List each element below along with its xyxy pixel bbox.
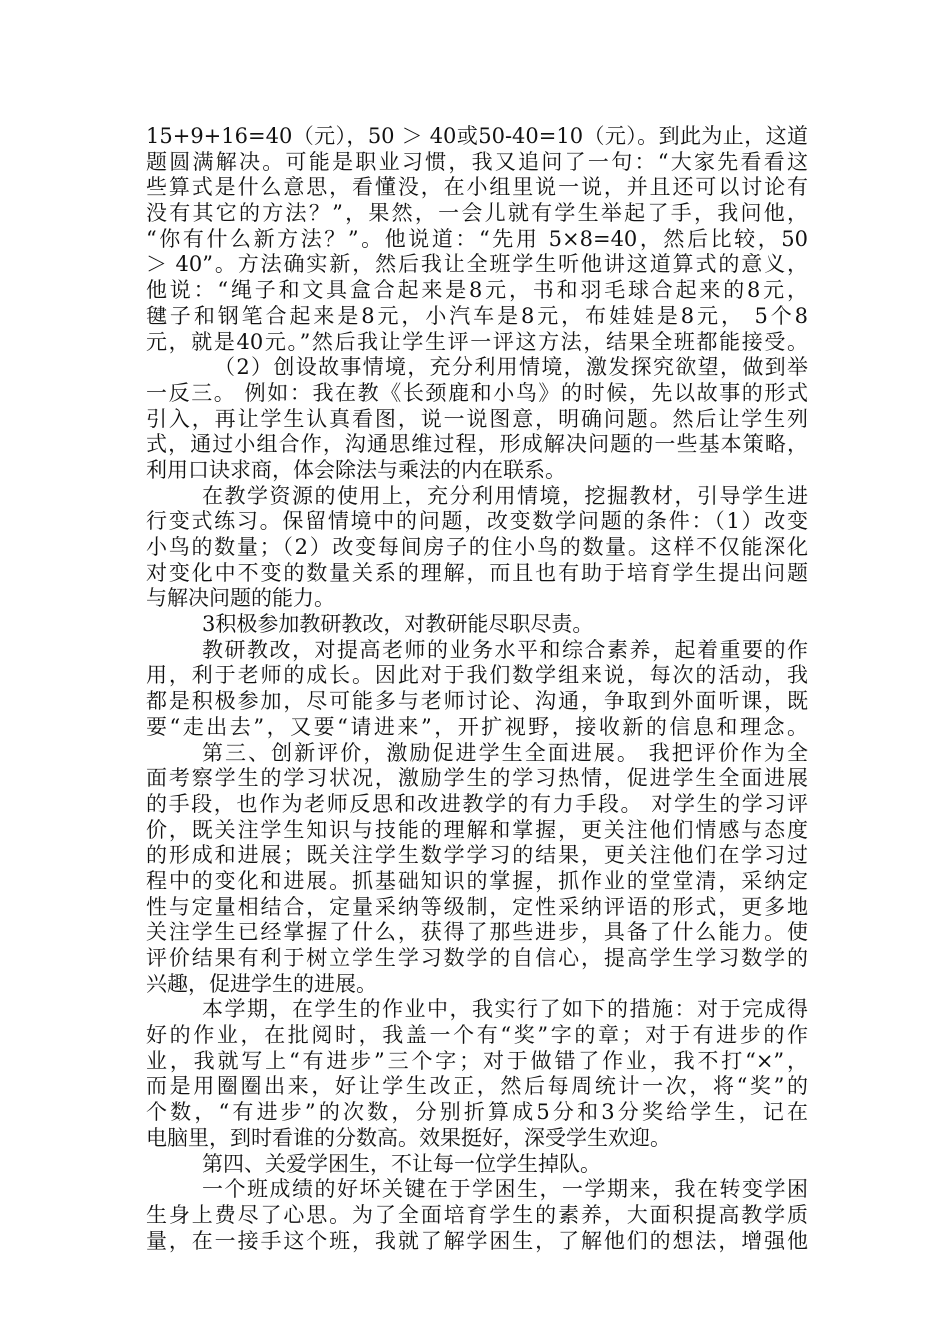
text-line: （2）创设故事情境，充分利用情境，激发探究欲望，做到举 [214,355,808,380]
text-line: 式，通过小组合作，沟通思维过程，形成解决问题的一些基本策略， [146,432,808,457]
text-line: 行变式练习。保留情境中的问题，改变数学问题的条件：（1）改变 [146,509,808,534]
text-line: 评价结果有利于树立学生学习数学的自信心，提高学生学习数学的 [146,946,808,970]
text-line: 业，我就写上“有进步”三个字；对于做错了作业，我不打“×”， [146,1048,808,1073]
text-line: 在教学资源的使用上，充分利用情境，挖掘教材，引导学生进 [202,483,808,508]
text-line: 他说：“绳子和文具盒合起来是8元，书和羽毛球合起来的8元， [146,278,808,303]
text-line: 与解决问题的能力。 [146,586,335,611]
text-line: 一个班成绩的好坏关键在于学困生，一学期来，我在转变学困 [202,1177,808,1202]
text-line: 对变化中不变的数量关系的理解，而且也有助于培育学生提出问题 [146,560,808,585]
text-line: 个数，“有进步”的次数，分别折算成5分和3分奖给学生，记在 [146,1100,808,1125]
text-line: 程中的变化和进展。抓基础知识的掌握，抓作业的堂堂清，采纳定 [146,868,808,893]
text-line: 关注学生已经掌握了什么，获得了那些进步，具备了什么能力。使 [146,920,808,945]
text-line: “你有什么新方法？”。他说道：“先用 5×8=40，然后比较，50 [146,226,808,251]
text-line: 面考察学生的学习状况，激励学生的学习热情，促进学生全面进展 [146,766,808,791]
text-line: 用，利于老师的成长。因此对于我们数学组来说，每次的活动，我 [146,663,808,688]
text-line: 性与定量相结合，定量采纳等级制，定性采纳评语的形式，更多地 [146,894,808,919]
text-line: 题圆满解决。可能是职业习惯，我又追问了一句：“大家先看看这 [146,149,808,174]
text-line: 生身上费尽了心思。为了全面培育学生的素养，大面积提高教学质 [146,1202,808,1227]
text-line: 些算式是什么意思，看懂没，在小组里说一说，并且还可以讨论有 [146,175,808,200]
text-line: 本学期，在学生的作业中，我实行了如下的措施：对于完成得 [202,997,808,1022]
text-line: 价，既关注学生知识与技能的理解和掌握，更关注他们情感与态度 [146,817,808,842]
text-line: 教研教改，对提高老师的业务水平和综合素养，起着重要的作 [202,637,808,662]
text-line: ＞ 40”。方法确实新，然后我让全班学生听他讲这道算式的意义， [146,252,808,277]
text-line: 一反三。 例如：我在教《长颈鹿和小鸟》的时候，先以故事的形式 [146,380,808,405]
text-line: 而是用圈圈出来，好让学生改正，然后每周统计一次，将“奖”的 [146,1074,808,1099]
text-line: 要“走出去”，又要“请进来”，开扩视野，接收新的信息和理念。 [146,714,808,739]
text-line: 15+9+16=40（元），50 ＞ 40或50-40=10（元）。到此为止，这道 [146,124,808,148]
text-line: 3积极参加教研教改，对教研能尽职尽责。 [202,612,594,637]
text-line: 利用口诀求商，体会除法与乘法的内在联系。 [146,457,566,482]
text-line: 没有其它的方法？”，果然，一会儿就有学生举起了手，我问他， [146,201,808,226]
text-line: 量，在一接手这个班，我就了解学困生，了解他们的想法，增强他 [146,1228,808,1253]
text-line: 第三、创新评价，激励促进学生全面进展。 我把评价作为全 [202,740,808,765]
text-line: 的手段，也作为老师反思和改进教学的有力手段。 对学生的学习评 [146,791,808,816]
text-line: 的形成和进展；既关注学生数学学习的结果，更关注他们在学习过 [146,843,808,868]
text-line: 小鸟的数量；（2）改变每间房子的住小鸟的数量。这样不仅能深化 [146,535,808,559]
text-line: 第四、关爱学困生，不让每一位学生掉队。 [202,1151,601,1176]
text-line: 兴趣，促进学生的进展。 [146,971,377,996]
text-line: 元，就是40元。”然后我让学生评一评这方法，结果全班都能接受。 [146,329,808,354]
text-line: 引入，再让学生认真看图，说一说图意，明确问题。然后让学生列 [146,406,808,431]
text-line: 电脑里，到时看谁的分数高。效果挺好，深受学生欢迎。 [146,1125,671,1150]
document-body [146,124,808,1254]
text-line: 都是积极参加，尽可能多与老师讨论、沟通，争取到外面听课，既 [146,689,808,714]
text-line: 好的作业，在批阅时，我盖一个有“奖”字的章；对于有进步的作 [146,1023,808,1048]
text-line: 毽子和钢笔合起来是8元，小汽车是8元，布娃娃是8元， 5个8 [146,303,808,328]
